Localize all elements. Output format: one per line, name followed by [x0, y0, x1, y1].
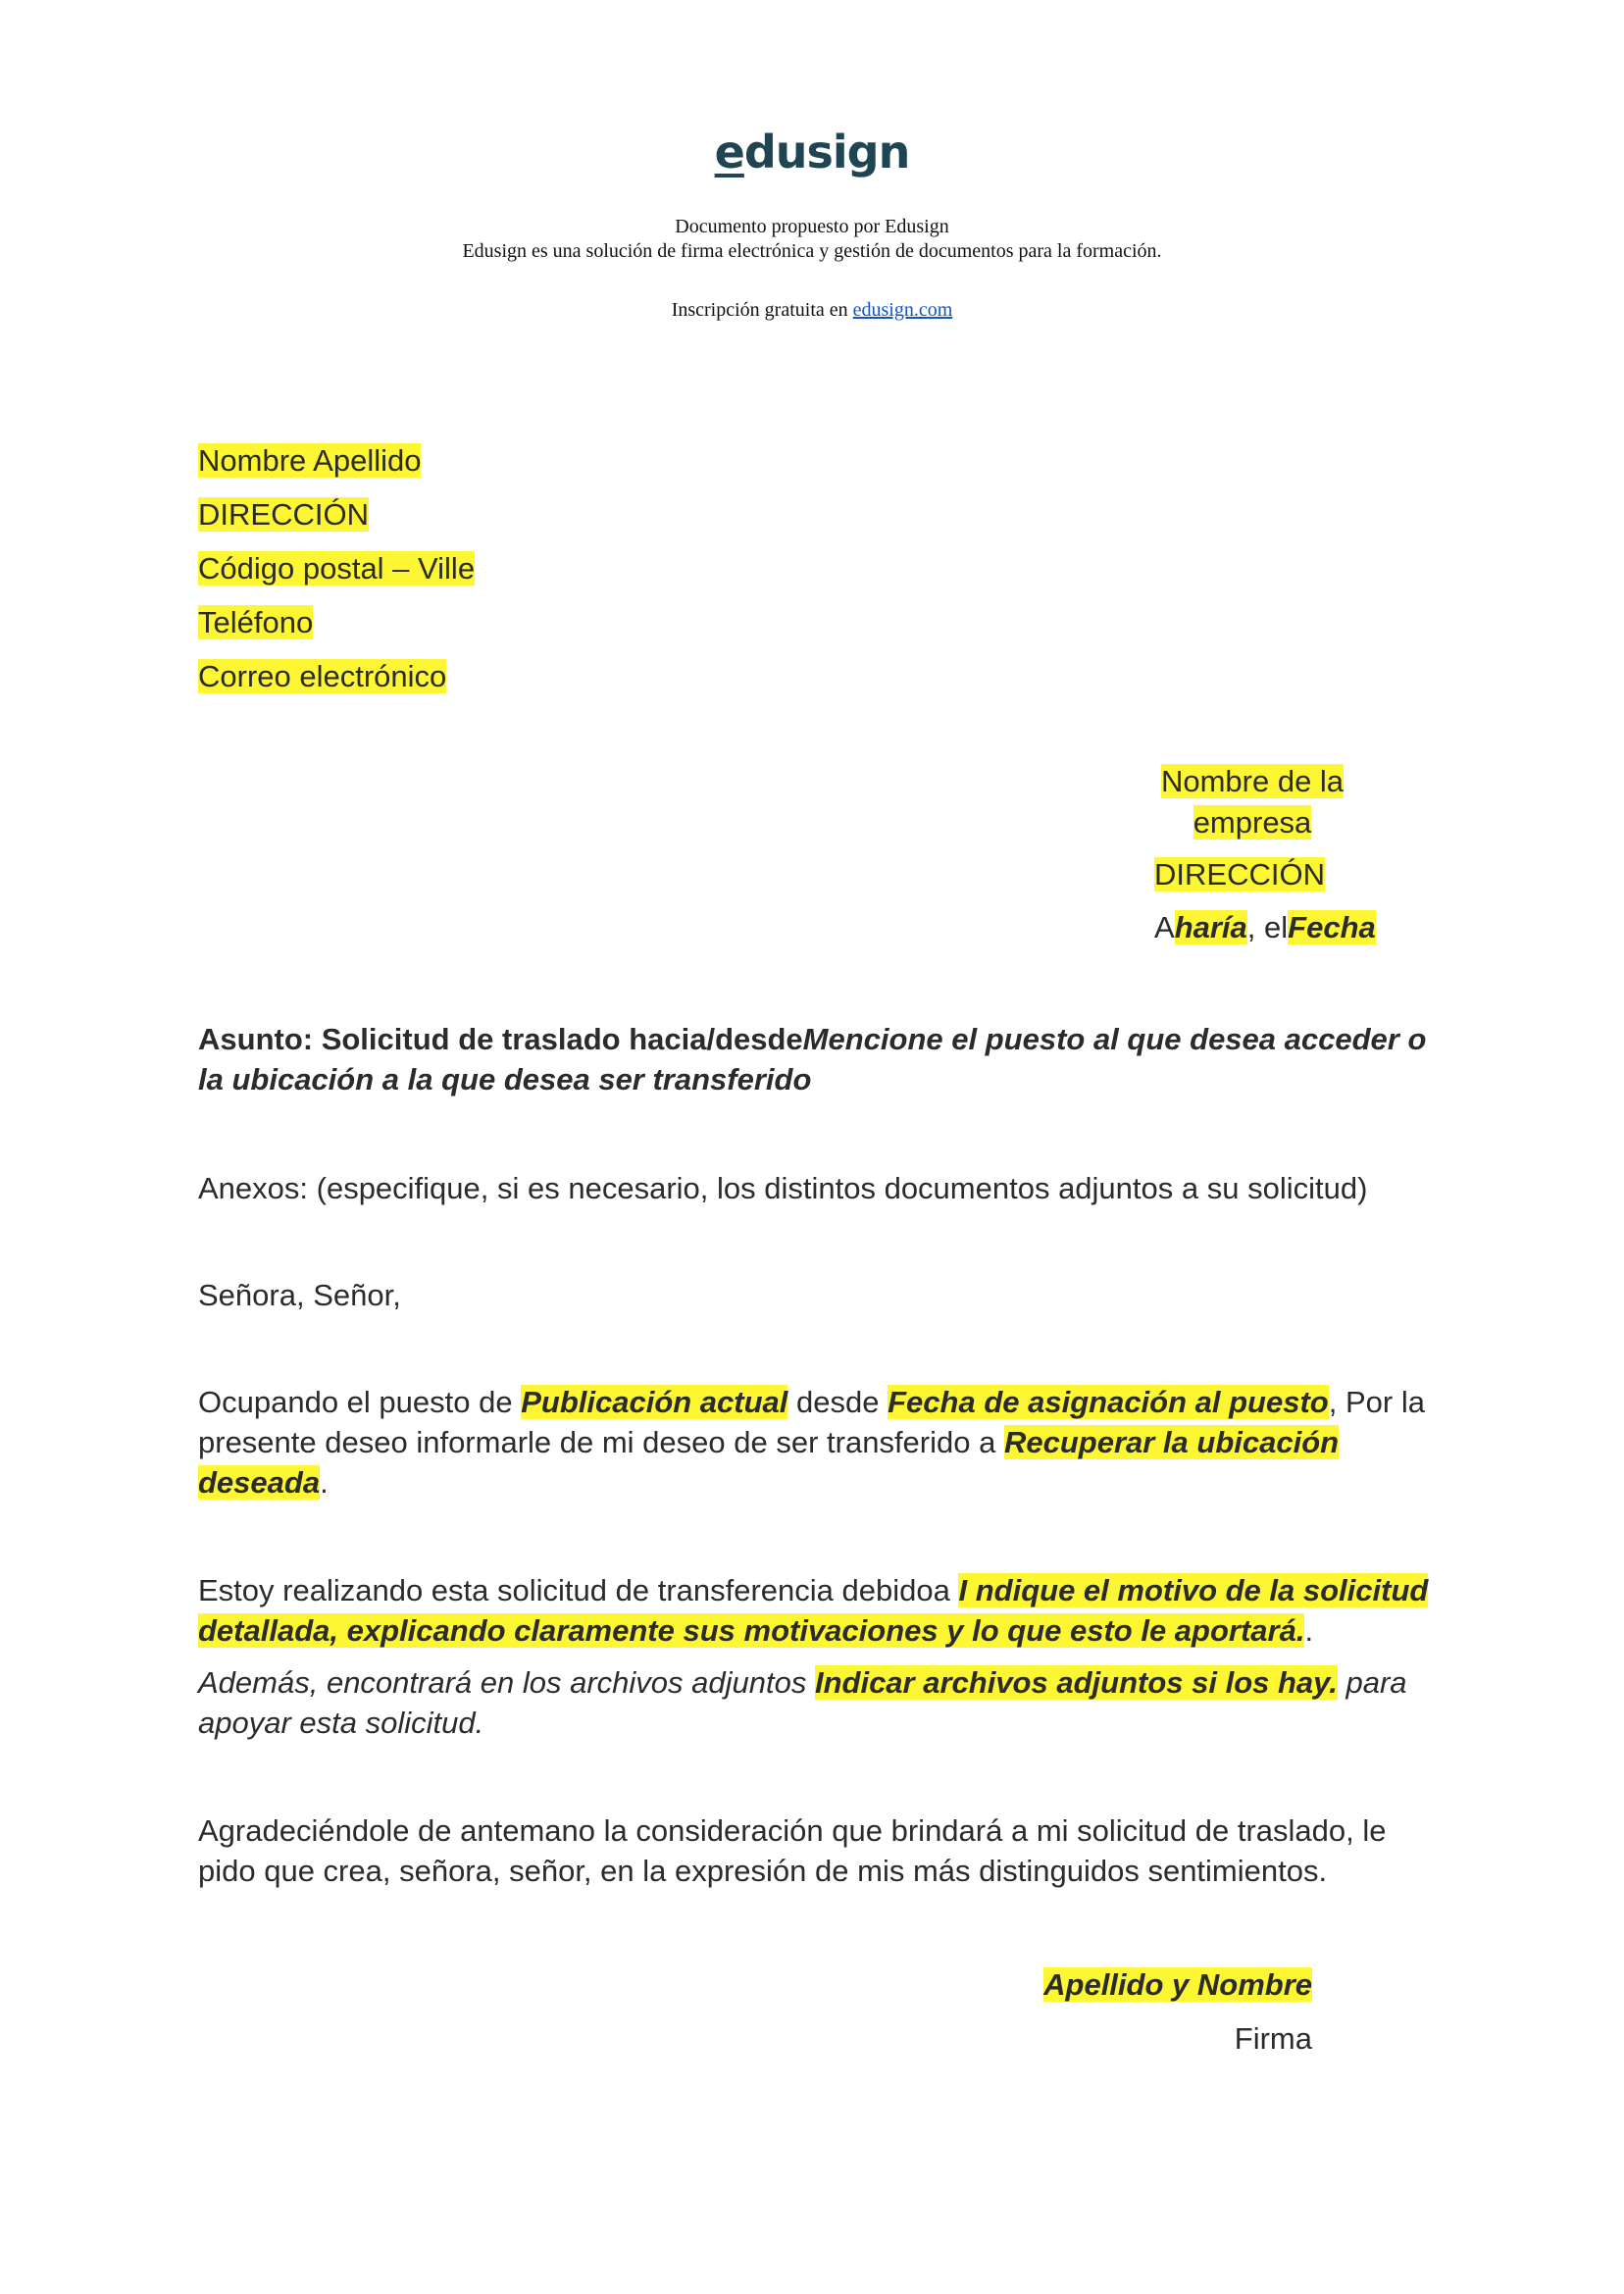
signup-text: Inscripción gratuita en — [671, 299, 853, 321]
signature-label: Firma — [1234, 2021, 1312, 2056]
closing-paragraph: Agradeciéndole de antemano la consideración que brindará a mi solicitud de traslado, le pido que crea, señora, señor, en la expresión de mis más distinguidos sentimientos. — [198, 1813, 1387, 1888]
subject-detail: Mencione el puesto al que desea acceder o la ubicación a la que desea ser transferido — [198, 1022, 1427, 1096]
subject-line — [198, 1019, 1434, 1099]
para1-text-4: . — [320, 1465, 329, 1500]
signature-block — [1043, 1958, 1312, 2065]
paragraph-position — [198, 1382, 1434, 1503]
para3-text-1: Además, encontrará en los archivos adjuntos — [198, 1665, 815, 1700]
para1-text-1: Ocupando el puesto de — [198, 1385, 522, 1419]
reason-field: I ndique el motivo de la solicitud detallada, explicando claramente sus motivaciones y lo que esto le aportará. — [198, 1573, 1429, 1648]
recipient-company: Nombre de la empresa — [1160, 764, 1345, 840]
place-prefix: A — [1154, 910, 1175, 944]
recipient-address: DIRECCIÓN — [1154, 857, 1325, 892]
para2-text-1: Estoy realizando esta solicitud de transferencia debidoa — [198, 1573, 959, 1607]
sender-address: DIRECCIÓN — [198, 497, 369, 532]
place-date-line — [1154, 906, 1376, 949]
logo-text: dusign — [743, 126, 910, 178]
greeting: Señora, Señor, — [198, 1278, 401, 1312]
date-separator: , el — [1246, 910, 1289, 944]
para1-text-2: desde — [787, 1385, 888, 1419]
recipient-block — [1154, 761, 1376, 949]
annexes-line: Anexos: (especifique, si es necesario, los distintos documentos adjuntos a su solicitud) — [198, 1171, 1368, 1205]
attachments-field: Indicar archivos adjuntos si los hay. — [814, 1665, 1338, 1700]
edusign-logo — [0, 126, 1624, 178]
intro-line-1: Documento propuesto por Edusign — [675, 216, 949, 237]
place-field: haría — [1174, 910, 1247, 944]
current-position-field: Publicación actual — [521, 1385, 788, 1419]
assignment-date-field: Fecha de asignación al puesto — [888, 1385, 1329, 1419]
signup-line — [0, 299, 1624, 322]
subject-prefix: Asunto: Solicitud de traslado hacia/desde — [198, 1022, 803, 1056]
signup-link[interactable]: edusign.com — [852, 299, 953, 321]
sender-phone: Teléfono — [198, 605, 314, 639]
logo-underlined-e: e — [714, 126, 744, 178]
desired-location-field: Recuperar la ubicación deseada — [198, 1425, 1340, 1500]
sender-email: Correo electrónico — [198, 659, 447, 693]
paragraph-reason — [198, 1570, 1434, 1651]
sender-name: Nombre Apellido — [198, 443, 422, 478]
signature-name-field: Apellido y Nombre — [1043, 1967, 1312, 2002]
date-field: Fecha — [1288, 910, 1376, 944]
para3-text-2: para apoyar esta solicitud. — [198, 1665, 1407, 1740]
sender-postal: Código postal – Ville — [198, 551, 476, 586]
paragraph-attachments — [198, 1662, 1434, 1743]
para1-text-3: , Por la presente deseo informarle de mi deseo de ser transferido a — [198, 1385, 1425, 1459]
para2-text-2: . — [1304, 1613, 1314, 1648]
intro-line-2: Edusign es una solución de firma electrónica y gestión de documentos para la formación. — [462, 240, 1162, 262]
sender-block — [198, 433, 475, 703]
